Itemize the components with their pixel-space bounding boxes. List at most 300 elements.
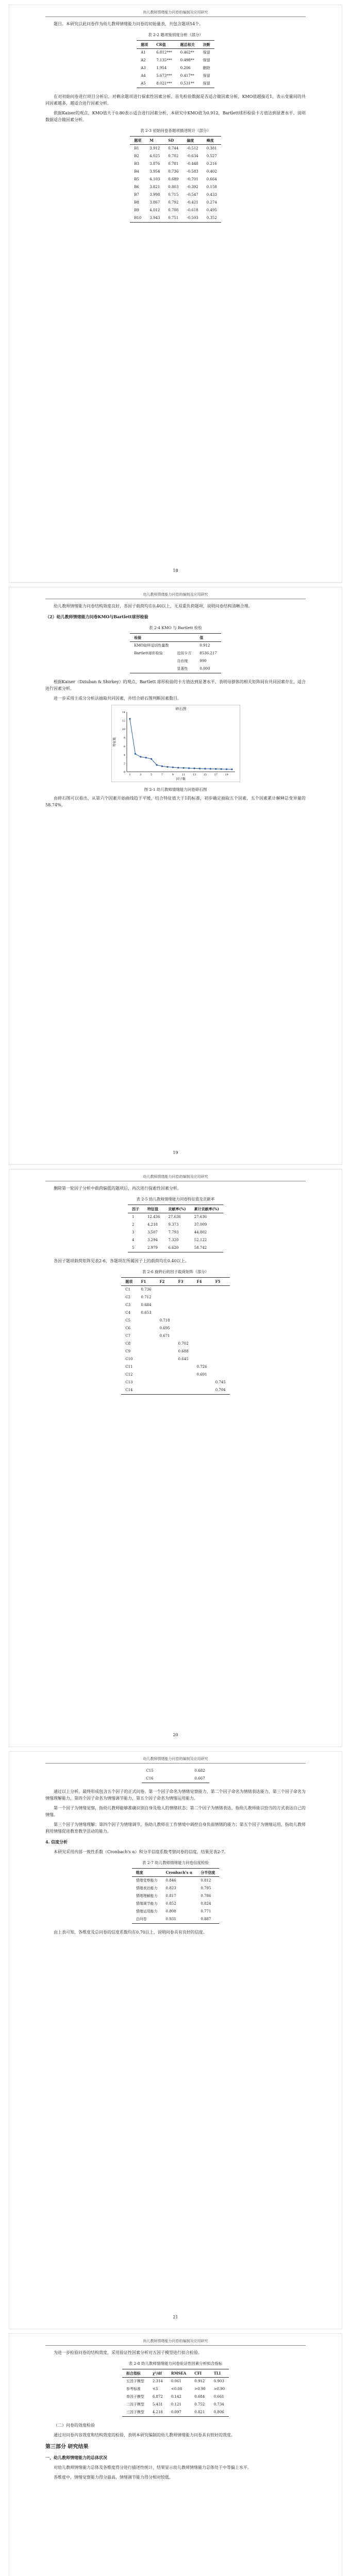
table-row (130, 199, 221, 207)
table-cell: 0.734 (213, 2402, 224, 2406)
table-row (137, 49, 214, 57)
table-cell: 0.852 (165, 1902, 176, 1906)
table-cell: 2.979 (147, 1246, 158, 1250)
column-header: F5 (215, 1279, 221, 1284)
table-cell: 0.702 (168, 154, 179, 158)
table-cell: 0.736 (141, 1287, 152, 1292)
table-cell: C9 (125, 1349, 131, 1353)
table-cell: 情绪觉察能力 (136, 1878, 158, 1883)
table-cell: 3 (131, 1230, 135, 1234)
table-cell (156, 1363, 174, 1371)
table-cell (137, 1348, 156, 1355)
table-row (130, 160, 221, 168)
table-cell: 0.821 (194, 2410, 205, 2414)
table-cell: 0.645 (178, 1357, 189, 1361)
table-cell: -0.448 (187, 162, 198, 166)
table-row (121, 1309, 230, 1317)
table-cell (211, 1348, 230, 1355)
table-cell: 0.752 (194, 2402, 205, 2406)
table-cell: 0.744 (168, 146, 179, 150)
paragraph: 根据Kaiser（Dziuban & Shirkey）的观点，Bartlett 球形检验的卡方值达到显著水平，表明母群体的相关矩阵间有共同因素存在，适合进行因素分析。 (45, 680, 306, 691)
table-cell: 情绪运用能力 (136, 1909, 158, 1913)
data-point (140, 756, 141, 757)
table-cell: C11 (125, 1365, 133, 1369)
table-caption: 表 2-8 幼儿教师情绪能力问卷验证性因素分析拟合指标 (128, 2361, 223, 2366)
table-cell (156, 1286, 174, 1294)
table-cell: B9 (134, 208, 139, 212)
table-row (130, 183, 221, 191)
table-cell: 二因子模型 (126, 2402, 144, 2406)
chapter-heading: 第三部分 研究结果 (45, 2444, 89, 2450)
paragraph: 本研究采用内部一致性系数（Cronbach's α）和分半信度系数考察问卷的信度，结果见表2-7。 (54, 1850, 228, 1854)
table-cell: 7.793 (168, 1230, 179, 1234)
table-cell: 58.742 (194, 1246, 207, 1250)
column-header: 特征值 (147, 1207, 158, 1211)
table-cell (137, 1340, 156, 1348)
column-header: χ²/df (152, 2371, 162, 2376)
table-cell (193, 1340, 211, 1348)
table-cell (182, 1767, 191, 1775)
column-header: 题项 (125, 1279, 133, 1284)
table-caption: 表 2-7 幼儿教师情绪能力问卷信度检验 (142, 1860, 209, 1865)
table-cell (193, 1386, 211, 1395)
table-cell: 5.673*** (156, 74, 172, 78)
data-point (231, 769, 232, 770)
x-tick-label: 1 (128, 773, 131, 776)
table-row (121, 1386, 230, 1395)
table-cell: 0.495 (206, 208, 217, 212)
table-cell: 总问卷 (136, 1917, 147, 1921)
y-tick-label: 2 (123, 762, 125, 766)
table-cell: 0.704 (215, 1388, 226, 1392)
table-cell: 0.531** (180, 81, 194, 86)
table-cell: B1 (134, 146, 139, 150)
table-cell: 0.402 (206, 170, 217, 174)
table-cell (166, 1767, 174, 1775)
table-cell: 0.433 (206, 193, 217, 197)
table-cell: 3.294 (147, 1238, 158, 1242)
y-tick-label: 14 (122, 711, 125, 714)
table-cell (211, 1340, 230, 1348)
table-row (121, 1363, 230, 1371)
table-cell: 2 (131, 1223, 135, 1227)
table-cell: B6 (134, 185, 139, 189)
table-cell: 0.158 (206, 185, 217, 189)
table-cell: 1 (131, 1215, 135, 1219)
table-cell (174, 1309, 193, 1317)
table-cell: -0.583 (187, 170, 198, 174)
table-cell (137, 1325, 156, 1332)
table-cell: C13 (125, 1380, 133, 1384)
table-cell (156, 1386, 174, 1395)
table-cell (211, 1355, 230, 1363)
table-cell: C12 (125, 1372, 133, 1377)
column-header: 分半信度 (200, 1870, 215, 1875)
table-cell (137, 1332, 156, 1340)
document-page (9, 5, 342, 582)
data-point (225, 768, 227, 770)
table-cell (193, 1332, 211, 1340)
table-cell: 5 (131, 1246, 135, 1250)
table-row (130, 176, 221, 183)
table-cell: C1 (125, 1287, 131, 1292)
table-cell (137, 1317, 156, 1325)
table-cell (130, 665, 173, 673)
table-caption: 表 2-2 题项鉴别度分析（部分） (148, 32, 203, 37)
column-header: F4 (196, 1279, 202, 1284)
table-cell: -0.421 (187, 200, 198, 205)
x-tick-label: 9 (172, 773, 174, 776)
chart-title: 碎石图 (175, 707, 186, 711)
table-cell (156, 1379, 174, 1386)
table-cell: -0.503 (187, 216, 198, 220)
table-row (132, 1877, 220, 1885)
table-cell: C5 (125, 1318, 131, 1323)
table-cell: 0.274 (206, 200, 217, 205)
table-row (137, 72, 214, 80)
table-caption: 表 2-6 旋转后的因子载荷矩阵（部分） (142, 1269, 209, 1274)
table-cell: 0.684 (141, 1303, 152, 1307)
table-cell: Bartlett球形检验 (134, 651, 163, 655)
table-row (121, 1340, 230, 1348)
data-point (151, 758, 152, 760)
table-cell (211, 1363, 230, 1371)
table-cell: -0.618 (187, 208, 198, 212)
data-point (134, 753, 136, 755)
table-cell: 0.781 (168, 162, 179, 166)
table-cell (130, 657, 173, 665)
table-cell (193, 1348, 211, 1355)
table-cell: >0.90 (194, 2387, 206, 2391)
table-cell (174, 1775, 182, 1783)
table-row (130, 152, 221, 160)
column-header: F1 (141, 1279, 146, 1284)
table-cell (174, 1325, 193, 1332)
table-cell: 2.314 (152, 2379, 163, 2383)
table-row (128, 1213, 223, 1222)
table-cell: 0.751 (168, 216, 179, 220)
section-heading: 4. 信度分析 (45, 1839, 68, 1844)
column-header: SD (168, 138, 174, 143)
table-cell (156, 1340, 174, 1348)
table-cell: C14 (125, 1388, 133, 1392)
document-page (9, 2334, 342, 2576)
table-cell: 参考标准 (126, 2387, 141, 2391)
paragraph: 各因子题项载荷矩阵见表2-6，各题项在所属因子上的载荷均在0.40以上。 (54, 1259, 189, 1263)
table-cell: -0.701 (187, 177, 198, 181)
table-cell: 0.688 (178, 1349, 189, 1353)
y-axis-label: 特征值 (112, 737, 116, 747)
x-tick-label: 17 (214, 773, 218, 776)
column-header: CFI (194, 2371, 202, 2376)
table-cell: 8.021*** (156, 81, 172, 86)
table-cell: A4 (141, 74, 146, 78)
table-cell: 0.121 (171, 2402, 181, 2406)
paragraph: 第一个因子为情绪觉察，指幼儿教师能够准确识别自身及他人的情绪状态；第二个因子为情绪表达，指幼儿教师能以恰当的方式表达自己的情绪。 (45, 1806, 306, 1817)
column-header: 检验 (134, 635, 142, 640)
table-cell: 0.736 (168, 170, 179, 174)
table-cell: 0.702 (178, 1342, 189, 1346)
table-cell: 12.436 (147, 1215, 160, 1219)
table-row (128, 1236, 223, 1244)
table-row (130, 665, 221, 673)
running-header: 幼儿教师情绪能力问卷的编制及应用研究 (45, 1170, 306, 1181)
table-cell: 0.931 (165, 1917, 176, 1921)
table-cell: 3.867 (149, 200, 160, 205)
section-heading: （2）幼儿教师情绪能力问卷KMO与Bartlett球形检验 (45, 614, 148, 619)
table-cell (156, 1301, 174, 1309)
paragraph: 题目。本研究以此问卷作为幼儿教师情绪能力问卷的初始量表，共包含题项54个。 (54, 22, 204, 26)
data-table (130, 136, 221, 223)
table-cell (156, 1371, 174, 1379)
table-cell (174, 1317, 193, 1325)
x-tick-label: 13 (192, 773, 196, 776)
table-cell (156, 1294, 174, 1301)
table-cell: 0.803 (168, 185, 179, 189)
table-cell (193, 1379, 211, 1386)
data-point (193, 768, 195, 769)
table-cell: 3.998 (149, 193, 160, 197)
table-cell: 6.620 (168, 1246, 179, 1250)
x-tick-label: 7 (161, 773, 163, 776)
table-cell: C15 (146, 1769, 154, 1773)
table-cell (174, 1386, 193, 1395)
paragraph: 通过对问卷内容效度和结构效度的检验，表明本研究编制的幼儿教师情绪能力问卷具有较好的效度。 (54, 2433, 235, 2437)
table-cell: B2 (134, 154, 139, 158)
table-cell: -0.634 (187, 154, 198, 158)
table-cell (211, 1294, 230, 1301)
table-row (121, 1371, 230, 1379)
table-row (122, 2385, 229, 2393)
table-cell: 0.000 (199, 667, 210, 671)
column-header: Cronbach's α (165, 1870, 193, 1875)
table-row (132, 1885, 220, 1892)
data-point (156, 764, 157, 766)
table-row (132, 1892, 220, 1900)
table-cell (174, 1767, 182, 1775)
table-cell: <0.08 (171, 2387, 182, 2391)
table-cell: 0.712 (141, 1295, 152, 1299)
table-cell: C6 (125, 1326, 131, 1330)
y-tick-label: 6 (123, 745, 125, 749)
column-header: 题总相关 (180, 42, 195, 47)
table-cell: 0.912 (194, 2379, 205, 2383)
data-point (166, 766, 168, 768)
table-cell (211, 1309, 230, 1317)
table-row (128, 1229, 223, 1236)
table-cell: 情绪表达能力 (136, 1886, 158, 1890)
table-cell (211, 1286, 230, 1294)
figure-caption: 图 2-1 幼儿教师情绪能力问卷碎石图 (144, 787, 207, 792)
table-cell: C3 (125, 1303, 131, 1307)
column-header: TLI (213, 2371, 221, 2376)
data-point (198, 768, 200, 769)
data-point (220, 768, 222, 770)
table-cell (174, 1379, 193, 1386)
table-row (130, 168, 221, 176)
table-cell: <3 (152, 2387, 158, 2391)
data-point (188, 767, 190, 769)
table-cell: 0.498** (180, 58, 194, 62)
column-header: RMSEA (171, 2371, 187, 2376)
table-cell: 0.792 (168, 200, 179, 205)
table-cell: 0.715 (168, 193, 179, 197)
table-cell: 0.352 (206, 216, 217, 220)
table-row (122, 2409, 229, 2417)
table-row (121, 1379, 230, 1386)
table-cell: 删除 (203, 66, 210, 70)
x-tick-label: 3 (139, 773, 141, 776)
x-tick-label: 15 (203, 773, 207, 776)
table-cell (211, 1301, 230, 1309)
table-row (122, 2401, 229, 2409)
table-cell: 0.691 (196, 1372, 207, 1377)
table-row (130, 191, 221, 199)
table-cell: 0.381 (206, 146, 217, 150)
table-cell: C8 (125, 1342, 131, 1346)
document-page (9, 1752, 342, 2329)
table-cell: B4 (134, 170, 139, 174)
table-cell (193, 1286, 211, 1294)
y-tick-label: 8 (123, 736, 125, 740)
table-cell: 0.745 (215, 1380, 226, 1384)
table-cell: 9.373 (168, 1223, 179, 1227)
table-cell: 0.097 (171, 2410, 181, 2414)
column-header: 题项 (134, 138, 142, 143)
paragraph: 由上表可知，各维度及总问卷的信度系数均在0.70以上，说明问卷具有良好的信度。 (54, 1930, 207, 1935)
column-header: 因子 (131, 1207, 139, 1211)
paragraph: 对幼儿教师情绪能力总体及各维度得分进行描述性统计，结果显示幼儿教师情绪能力总体处于中等偏上水平。 (54, 2465, 252, 2470)
column-header: 决断 (203, 42, 210, 47)
column-header: 题项 (141, 42, 148, 47)
table-cell: 0.684 (194, 2395, 205, 2399)
table-cell: 情绪理解能力 (136, 1894, 158, 1898)
table-cell: -0.512 (187, 146, 198, 150)
table-row (128, 1221, 223, 1229)
data-table (132, 1868, 220, 1924)
page-number: 21 (173, 2315, 178, 2319)
table-row (137, 80, 214, 88)
table-cell: 1.954 (156, 66, 167, 70)
table-cell: 990 (199, 659, 207, 663)
table-cell (156, 1355, 174, 1363)
table-cell: C16 (146, 1776, 154, 1781)
table-row (132, 1916, 220, 1924)
paragraph: 进一步采用主成分分析法抽取共同因素，并结合碎石图判断因素数目。 (54, 696, 181, 701)
table-cell (193, 1317, 211, 1325)
column-header: 贡献率(%) (168, 1207, 186, 1211)
table-cell (193, 1301, 211, 1309)
table-cell: 52.122 (194, 1238, 207, 1242)
y-tick-label: 12 (122, 719, 125, 723)
table-caption: 表 2-4 KMO 与 Bartlett 检验 (149, 625, 202, 630)
table-cell: 4.103 (149, 177, 160, 181)
table-cell: 保留 (203, 81, 210, 86)
column-header: 峰度 (206, 138, 214, 143)
table-row (130, 145, 221, 153)
table-cell: 27.636 (168, 1215, 181, 1219)
table-cell: >0.90 (213, 2387, 225, 2391)
table-cell: 情绪调节能力 (136, 1902, 158, 1906)
table-cell (174, 1371, 193, 1379)
paragraph: 由碎石图可以看出，从第六个因素开始曲线趋于平缓，结合特征值大于1的标准，初步确定抽取五个因素，五个因素累计解释总变异量的58.74%。 (45, 796, 306, 807)
table-cell (211, 1332, 230, 1340)
table-cell: 0.771 (200, 1909, 211, 1913)
y-tick-label: 10 (122, 728, 125, 732)
table-row (122, 2393, 229, 2401)
table-cell: 0.682 (194, 1769, 205, 1773)
column-header: 累计贡献率(%) (194, 1207, 220, 1211)
table-cell (211, 1325, 230, 1332)
table-cell: 三因子模型 (126, 2410, 144, 2414)
table-row (130, 657, 221, 665)
table-caption: 表 2-5 幼儿教师情绪能力问卷特征值及贡献率 (136, 1197, 215, 1201)
column-header: M (149, 138, 154, 143)
table-row (142, 1767, 209, 1775)
table-cell: 0.912 (199, 643, 210, 648)
table-cell: A2 (141, 58, 146, 62)
data-table (122, 2369, 229, 2417)
table-cell: 3.912 (149, 146, 160, 150)
table-cell (174, 1332, 193, 1340)
column-header: F3 (178, 1279, 183, 1284)
table-cell (193, 1309, 211, 1317)
data-table (137, 40, 214, 88)
table-cell: A5 (141, 81, 146, 86)
table-cell (137, 1386, 156, 1395)
table-cell: 7.320 (168, 1238, 179, 1242)
table-row (137, 57, 214, 64)
table-cell: B7 (134, 193, 139, 197)
table-cell: 3.954 (149, 170, 160, 174)
table-row (121, 1286, 230, 1294)
table-cell: B5 (134, 177, 139, 181)
paragraph: 第三个因子为情绪理解；第四个因子为情绪调节，指幼儿教师在工作情境中调控自身负面情绪的能力；第五个因子为情绪运用，指幼儿教师利用情绪促进教育教学活动的能力。 (45, 1822, 306, 1834)
table-cell: 4.218 (152, 2410, 163, 2414)
column-header: 拟合指标 (126, 2371, 141, 2376)
data-point (129, 718, 130, 720)
table-cell (137, 1379, 156, 1386)
scree-plot (111, 705, 240, 782)
running-header: 幼儿教师情绪能力问卷的编制及应用研究 (45, 1752, 306, 1764)
table-cell (156, 1309, 174, 1317)
table-cell (174, 1294, 193, 1301)
table-cell (166, 1775, 174, 1783)
table-row (121, 1355, 230, 1363)
document-page (9, 587, 342, 1164)
data-point (172, 767, 173, 768)
column-header: CR值 (156, 42, 166, 47)
table-row (132, 1908, 220, 1916)
table-row (122, 2378, 229, 2386)
data-table (128, 1205, 223, 1252)
table-cell: 0.817 (165, 1894, 176, 1898)
table-cell: 0.142 (171, 2395, 181, 2399)
table-row (128, 1244, 223, 1252)
paragraph: 幼儿教师情绪能力问卷结构效度良好，各因子载荷均在0.40以上，无双重负荷题项，说明问卷结构清晰合理。 (54, 604, 253, 608)
running-header: 幼儿教师情绪能力问卷的编制及应用研究 (45, 5, 306, 17)
table-cell: 0.216 (206, 162, 217, 166)
table-row (132, 1900, 220, 1908)
plot-frame (111, 705, 240, 782)
table-cell: 4.025 (149, 154, 160, 158)
table-cell: 保留 (203, 74, 210, 78)
table-cell: 0.653 (141, 1311, 152, 1315)
table-cell: 0.061 (171, 2379, 181, 2383)
x-tick-label: 5 (150, 773, 152, 776)
table-cell: 自由度 (177, 659, 188, 663)
table-cell (211, 1371, 230, 1379)
